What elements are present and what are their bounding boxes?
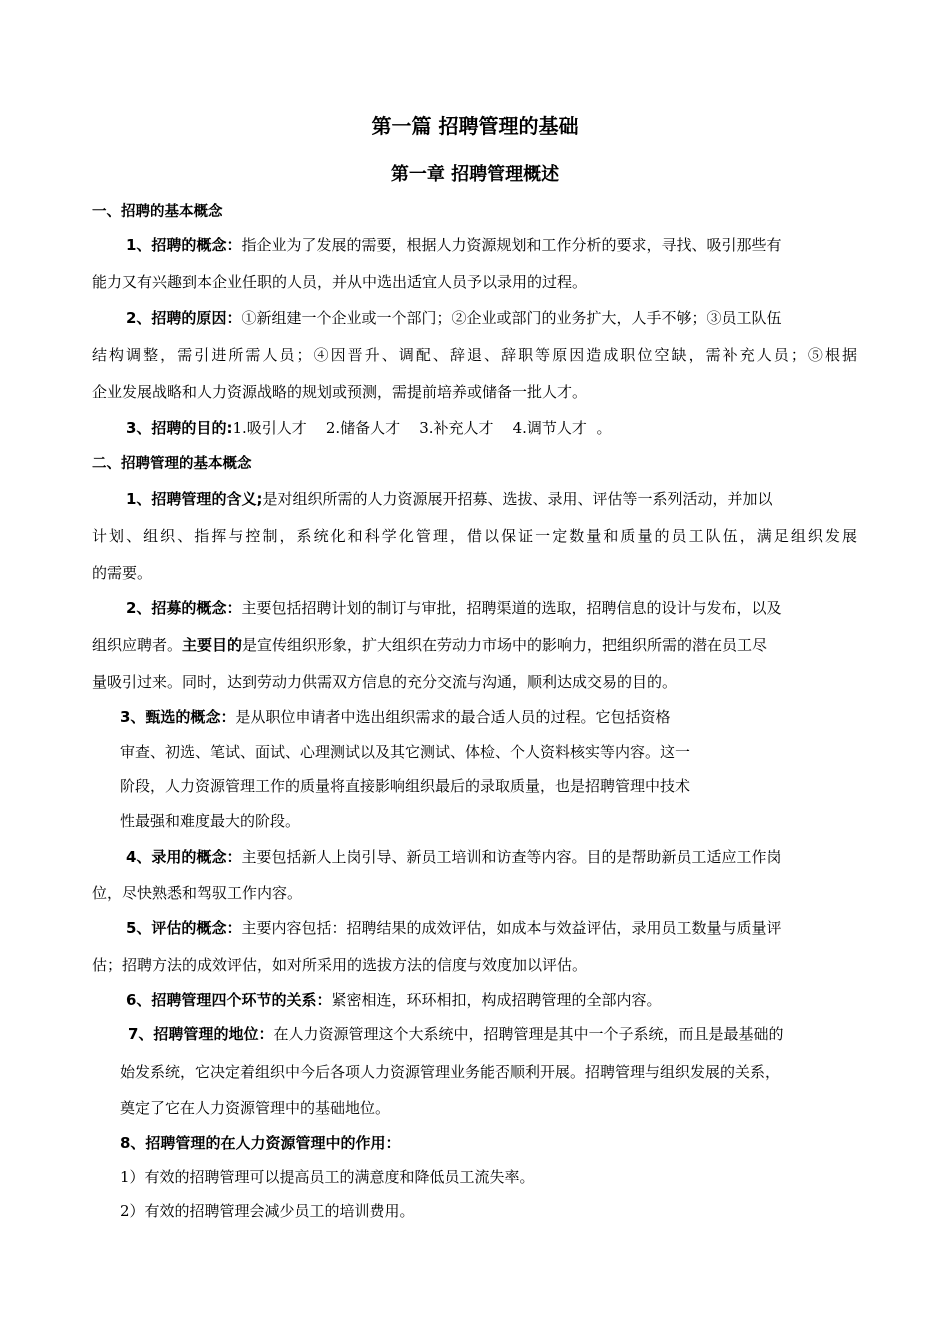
paragraph-label: 2、招聘的原因： xyxy=(126,309,242,327)
chapter-title: 第一章 招聘管理概述 xyxy=(390,164,560,185)
paragraph-four-stages-relation xyxy=(126,990,661,1012)
paragraph-recruitment-reasons-line-2: 结构调整，需引进所需人员；④因晋升、调配、辞退、辞职等原因造成职位空缺，需补充人员；⑤根据 xyxy=(92,346,857,364)
paragraph-label: 7、招聘管理的地位： xyxy=(128,1025,274,1043)
paragraph-management-meaning-line-2: 计划、组织、指挥与控制，系统化和科学化管理，借以保证一定数量和质量的员工队伍，满足组织发展 xyxy=(92,527,857,545)
paragraph-management-status-line-2: 始发系统，它决定着组织中今后各项人力资源管理业务能否顺利开展。招聘管理与组织发展的关系， xyxy=(120,1063,781,1081)
paragraph-text: 主要内容包括：招聘结果的成效评估，如成本与效益评估，录用员工数量与质量评 xyxy=(241,919,782,937)
paragraph-selection-concept-line-2: 审查、初选、笔试、面试、心理测试以及其它测试、体检、个人资料核实等内容。这一 xyxy=(120,743,691,761)
paragraph-text: 是对组织所需的人力资源展开招募、选拔、录用、评估等一系列活动，并加以 xyxy=(262,490,773,508)
paragraph-text: 紧密相连，环环相扣，构成招聘管理的全部内容。 xyxy=(331,991,662,1009)
paragraph-evaluation-concept-line-2: 估；招聘方法的成效评估，如对所采用的选拔方法的信度与效度加以评估。 xyxy=(92,956,588,974)
paragraph-text: 主要包括新人上岗引导、新员工培训和访查等内容。目的是帮助新员工适应工作岗 xyxy=(241,848,782,866)
paragraph-text: 主要包括招聘计划的制订与审批，招聘渠道的选取，招聘信息的设计与发布，以及 xyxy=(241,599,782,617)
paragraph-selection-concept-line-3: 阶段，人力资源管理工作的质量将直接影响组织最后的录取质量，也是招聘管理中技术 xyxy=(120,777,691,795)
paragraph-recruitment-reasons-line-3: 企业发展战略和人力资源战略的规划或预测，需提前培养或储备一批人才。 xyxy=(92,383,588,401)
paragraph-label: 3、招聘的目的: xyxy=(126,419,233,437)
paragraph-selection-concept-line-4: 性最强和难度最大的阶段。 xyxy=(120,812,301,830)
paragraph-evaluation-concept-line-1 xyxy=(126,918,857,940)
paragraph-sourcing-concept-line-1 xyxy=(126,598,857,620)
paragraph-management-meaning-line-3: 的需要。 xyxy=(92,564,153,582)
paragraph-recruitment-reasons-line-1 xyxy=(126,308,857,330)
paragraph-text: 指企业为了发展的需要，根据人力资源规划和工作分析的要求，寻找、吸引那些有 xyxy=(241,236,782,254)
paragraph-label: 6、招聘管理四个环节的关系： xyxy=(126,991,332,1009)
paragraph-label: 1、招聘的概念： xyxy=(126,236,242,254)
paragraph-text: ①新组建一个企业或一个部门；②企业或部门的业务扩大，人手不够；③员工队伍 xyxy=(241,309,782,327)
paragraph-recruitment-purpose xyxy=(126,418,611,440)
paragraph-label: 1、招聘管理的含义; xyxy=(126,490,263,508)
paragraph-label: 2、招募的概念： xyxy=(126,599,242,617)
paragraph-recruitment-concept-line-1 xyxy=(126,235,857,257)
list-item-role-2: 2）有效的招聘管理会减少员工的培训费用。 xyxy=(120,1202,415,1220)
paragraph-label: 3、甄选的概念： xyxy=(120,708,236,726)
list-item-role-1: 1）有效的招聘管理可以提高员工的满意度和降低员工流失率。 xyxy=(120,1168,535,1186)
paragraph-management-status-line-1 xyxy=(128,1024,857,1046)
paragraph-management-status-line-3: 奠定了它在人力资源管理中的基础地位。 xyxy=(120,1099,391,1117)
paragraph-label: 4、录用的概念： xyxy=(126,848,242,866)
paragraph-selection-concept-line-1 xyxy=(120,707,670,729)
paragraph-text: 是从职位申请者中选出组织需求的最合适人员的过程。它包括资格 xyxy=(235,708,671,726)
paragraph-hiring-concept-line-1 xyxy=(126,847,857,869)
paragraph-label: 5、评估的概念： xyxy=(126,919,242,937)
paragraph-text: 1.吸引人才 2.储备人才 3.补充人才 4.调节人才 。 xyxy=(232,419,612,437)
emphasis-text: 主要目的 xyxy=(182,636,243,654)
paragraph-management-meaning-line-1 xyxy=(126,489,857,511)
paragraph-hiring-concept-line-2: 位，尽快熟悉和驾驭工作内容。 xyxy=(92,884,303,902)
section-heading-1: 一、招聘的基本概念 xyxy=(92,204,223,220)
paragraph-sourcing-concept-line-3: 量吸引过来。同时，达到劳动力供需双方信息的充分交流与沟通，顺利达成交易的目的。 xyxy=(92,673,678,691)
paragraph-text: 在人力资源管理这个大系统中，招聘管理是其中一个子系统，而且是最基础的 xyxy=(273,1025,784,1043)
paragraph-text: 是宣传组织形象，扩大组织在劳动力市场中的影响力，把组织所需的潜在员工尽 xyxy=(242,636,768,654)
part-title: 第一篇 招聘管理的基础 xyxy=(371,114,579,138)
section-heading-2: 二、招聘管理的基本概念 xyxy=(92,456,252,472)
paragraph-management-role-heading: 8、招聘管理的在人力资源管理中的作用： xyxy=(120,1134,401,1152)
paragraph-text: 组织应聘者。 xyxy=(92,636,183,654)
paragraph-recruitment-concept-line-2: 能力又有兴趣到本企业任职的人员，并从中选出适宜人员予以录用的过程。 xyxy=(92,273,588,291)
paragraph-sourcing-concept-line-2 xyxy=(92,635,767,657)
